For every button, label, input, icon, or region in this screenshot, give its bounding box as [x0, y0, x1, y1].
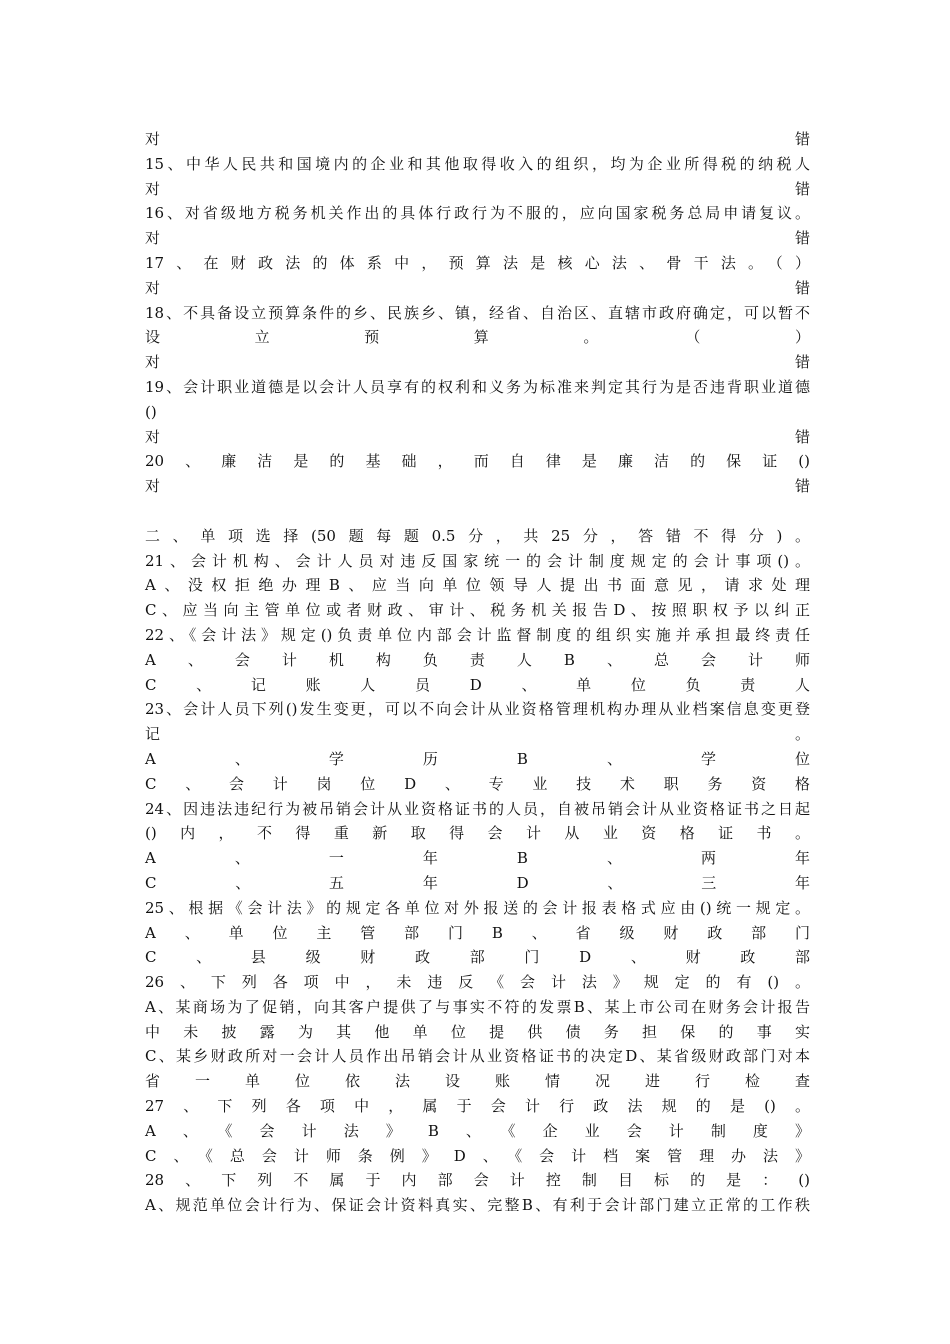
text-line: C、五年D、三年	[145, 873, 810, 892]
text-line: 22、《会计法》规定()负责单位内部会计监督制度的组织实施并承担最终责任	[145, 625, 810, 644]
text-line: 15、中华人民共和国境内的企业和其他取得收入的组织，均为企业所得税的纳税人	[145, 154, 810, 173]
text-line: C、《总会计师条例》D、《会计档案管理办法》	[145, 1146, 810, 1165]
text-line: 26、下列各项中，未违反《会计法》规定的有()。	[145, 973, 810, 992]
text-line: A、《会计法》B、《企业会计制度》	[145, 1121, 810, 1140]
text-line: 对错	[145, 229, 810, 248]
text-line: 19、会计职业道德是以会计人员享有的权利和义务为标准来判定其行为是否违背职业道德	[145, 377, 810, 396]
text-line: 18、不具备设立预算条件的乡、民族乡、镇，经省、自治区、直辖市政府确定，可以暂不	[145, 303, 810, 322]
text-line: 中未披露为其他单位提供债务担保的事实	[145, 1022, 810, 1041]
text-line: 省一单位依法设账情况进行检查	[145, 1072, 810, 1091]
text-line: 16、对省级地方税务机关作出的具体行政行为不服的，应向国家税务总局申请复议。	[145, 204, 810, 223]
text-line: A、学历B、学位	[145, 749, 810, 768]
text-line: A、单位主管部门B、省级财政部门	[145, 923, 810, 942]
text-line: 27、下列各项中，属于会计行政法规的是()。	[145, 1097, 810, 1116]
text-line: 对错	[145, 477, 810, 496]
text-line: 设立预算。（）	[145, 328, 810, 347]
text-line: 对错	[145, 427, 810, 446]
text-line: 对错	[145, 353, 810, 372]
text-line: A、某商场为了促销，向其客户提供了与事实不符的发票B、某上市公司在财务会计报告	[145, 997, 810, 1016]
text-line: 对错	[145, 179, 810, 198]
text-line: A、规范单位会计行为、保证会计资料真实、完整B、有利于会计部门建立正常的工作秩	[145, 1196, 810, 1215]
text-line: C、县级财政部门D、财政部	[145, 948, 810, 967]
text-line: C、应当向主管单位或者财政、审计、税务机关报告D、按照职权予以纠正	[145, 601, 810, 620]
text-line: A、没权拒绝办理B、应当向单位领导人提出书面意见，请求处理	[145, 576, 810, 595]
text-line: 20、廉洁是的基础，而自律是廉洁的保证()	[145, 452, 810, 471]
blank-line	[145, 499, 810, 524]
text-line: 对错	[145, 278, 810, 297]
text-line: 21、会计机构、会计人员对违反国家统一的会计制度规定的会计事项()。	[145, 551, 810, 570]
text-line: 25、根据《会计法》的规定各单位对外报送的会计报表格式应由()统一规定。	[145, 898, 810, 917]
text-line: A、会计机构负责人B、总会计师	[145, 650, 810, 669]
text-line: 23、会计人员下列()发生变更，可以不向会计从业资格管理机构办理从业档案信息变更登	[145, 700, 810, 719]
text-line: C、记账人员D、单位负责人	[145, 675, 810, 694]
text-line: 24、因违法违纪行为被吊销会计从业资格证书的人员，自被吊销会计从业资格证书之日起	[145, 799, 810, 818]
text-line: 17、在财政法的体系中，预算法是核心法、骨干法。（）	[145, 253, 810, 272]
text-line: ()内，不得重新取得会计从业资格证书。	[145, 824, 810, 843]
text-line: 二、单项选择(50题每题0.5分，共25分，答错不得分)。	[145, 526, 810, 545]
text-line: 28、下列不属于内部会计控制目标的是：()	[145, 1171, 810, 1190]
text-line: 记。	[145, 725, 810, 744]
text-line: C、会计岗位D、专业技术职务资格	[145, 774, 810, 793]
text-line: ()	[145, 402, 157, 421]
document-page	[145, 127, 810, 1218]
text-line: 对错	[145, 130, 810, 148]
text-line: A、一年B、两年	[145, 849, 810, 868]
text-line: C、某乡财政所对一会计人员作出吊销会计从业资格证书的决定D、某省级财政部门对本	[145, 1047, 810, 1066]
